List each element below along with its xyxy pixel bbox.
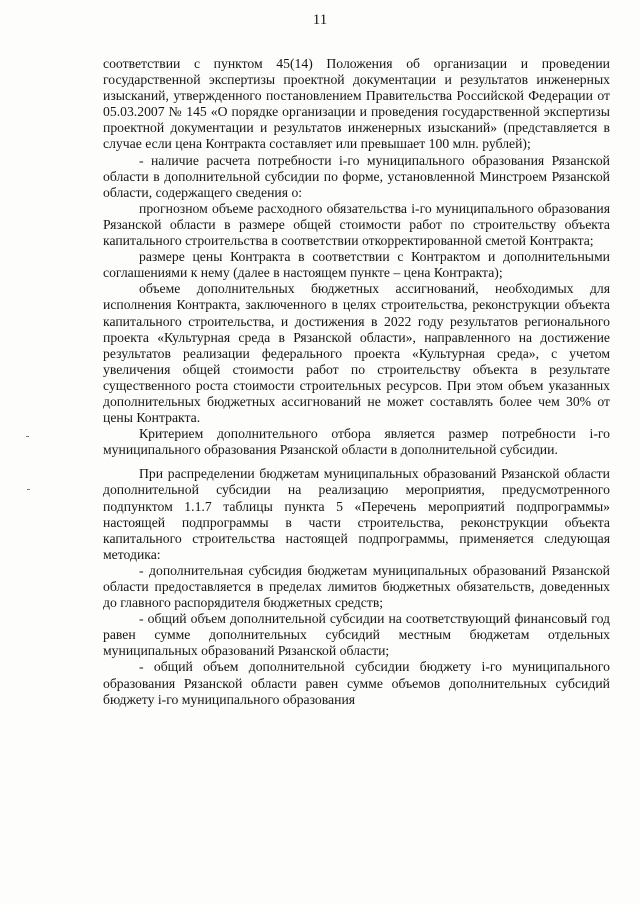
page-number: 11 [312, 12, 328, 28]
document-body [103, 56, 610, 708]
paragraph: Критерием дополнительного отбора является размер потребности i-го муниципального образования Рязанской области в дополнительной субсидии. [103, 426, 610, 458]
paragraph: прогнозном объеме расходного обязательства i-го муниципального образования Рязанской области в размере общей стоимости работ по строительству объекта капитального строительства в соответствии откорректированной сметой Контракта; [103, 200, 610, 249]
paragraph: - наличие расчета потребности i-го муниципального образования Рязанской области в дополнительной субсидии по форме, установленной Минстроем Рязанской области, содержащего сведения о: [103, 152, 610, 200]
paragraph: - общий объем дополнительной субсидии бюджету i-го муниципального образования Рязанской области равен сумме объемов дополнительных субсидий бюджету i-го муниципального образования [103, 659, 610, 707]
paragraph: соответствии с пунктом 45(14) Положения об организации и проведении государственной экспертизы проектной документации и результатов инженерных изысканий, утвержденного постановлением Правительства Российской Федерации от 05.03.2007 № 145 «О порядке организации и проведения государственной экспертизы проектной документации и результатов инженерных изысканий» (представляется в случае если цена Контракта составляет или превышает 100 млн. рублей); [103, 56, 610, 152]
scan-speck [26, 436, 29, 437]
paragraph: объеме дополнительных бюджетных ассигнований, необходимых для исполнения Контракта, заключенного в целях строительства, реконструкции объекта капитального строительства, и достижения в 2022 году результатов регионального проекта «Культурная среда в Рязанской области», направленного на достижение результатов реализации федерального проекта «Культурная среда», с учетом увеличения общей стоимости работ по строительству объекта в результате существенного роста стоимости строительных ресурсов. При этом объем указанных дополнительных бюджетных ассигнований не может составлять более чем 30% от цены Контракта. [103, 281, 610, 426]
paragraph: - дополнительная субсидия бюджетам муниципальных образований Рязанской области предоставляется в пределах лимитов бюджетных обязательств, доведенных до главного распорядителя бюджетных средств; [103, 562, 610, 611]
paragraph: размере цены Контракта в соответствии с Контрактом и дополнительными соглашениями к нему (далее в настоящем пункте – цена Контракта); [103, 249, 610, 281]
paragraph: - общий объем дополнительной субсидии на соответствующий финансовый год равен сумме дополнительных субсидий местным бюджетам отдельных муниципальных образований Рязанской области; [103, 611, 610, 659]
paragraph: При распределении бюджетам муниципальных образований Рязанской области дополнительной субсидии на реализацию мероприятия, предусмотренного подпунктом 1.1.7 таблицы пункта 5 «Перечень мероприятий подпрограммы» настоящей подпрограммы в части строительства, реконструкции объекта капитального строительства настоящей подпрограммы, применяется следующая методика: [103, 466, 610, 562]
scan-speck [27, 489, 30, 490]
